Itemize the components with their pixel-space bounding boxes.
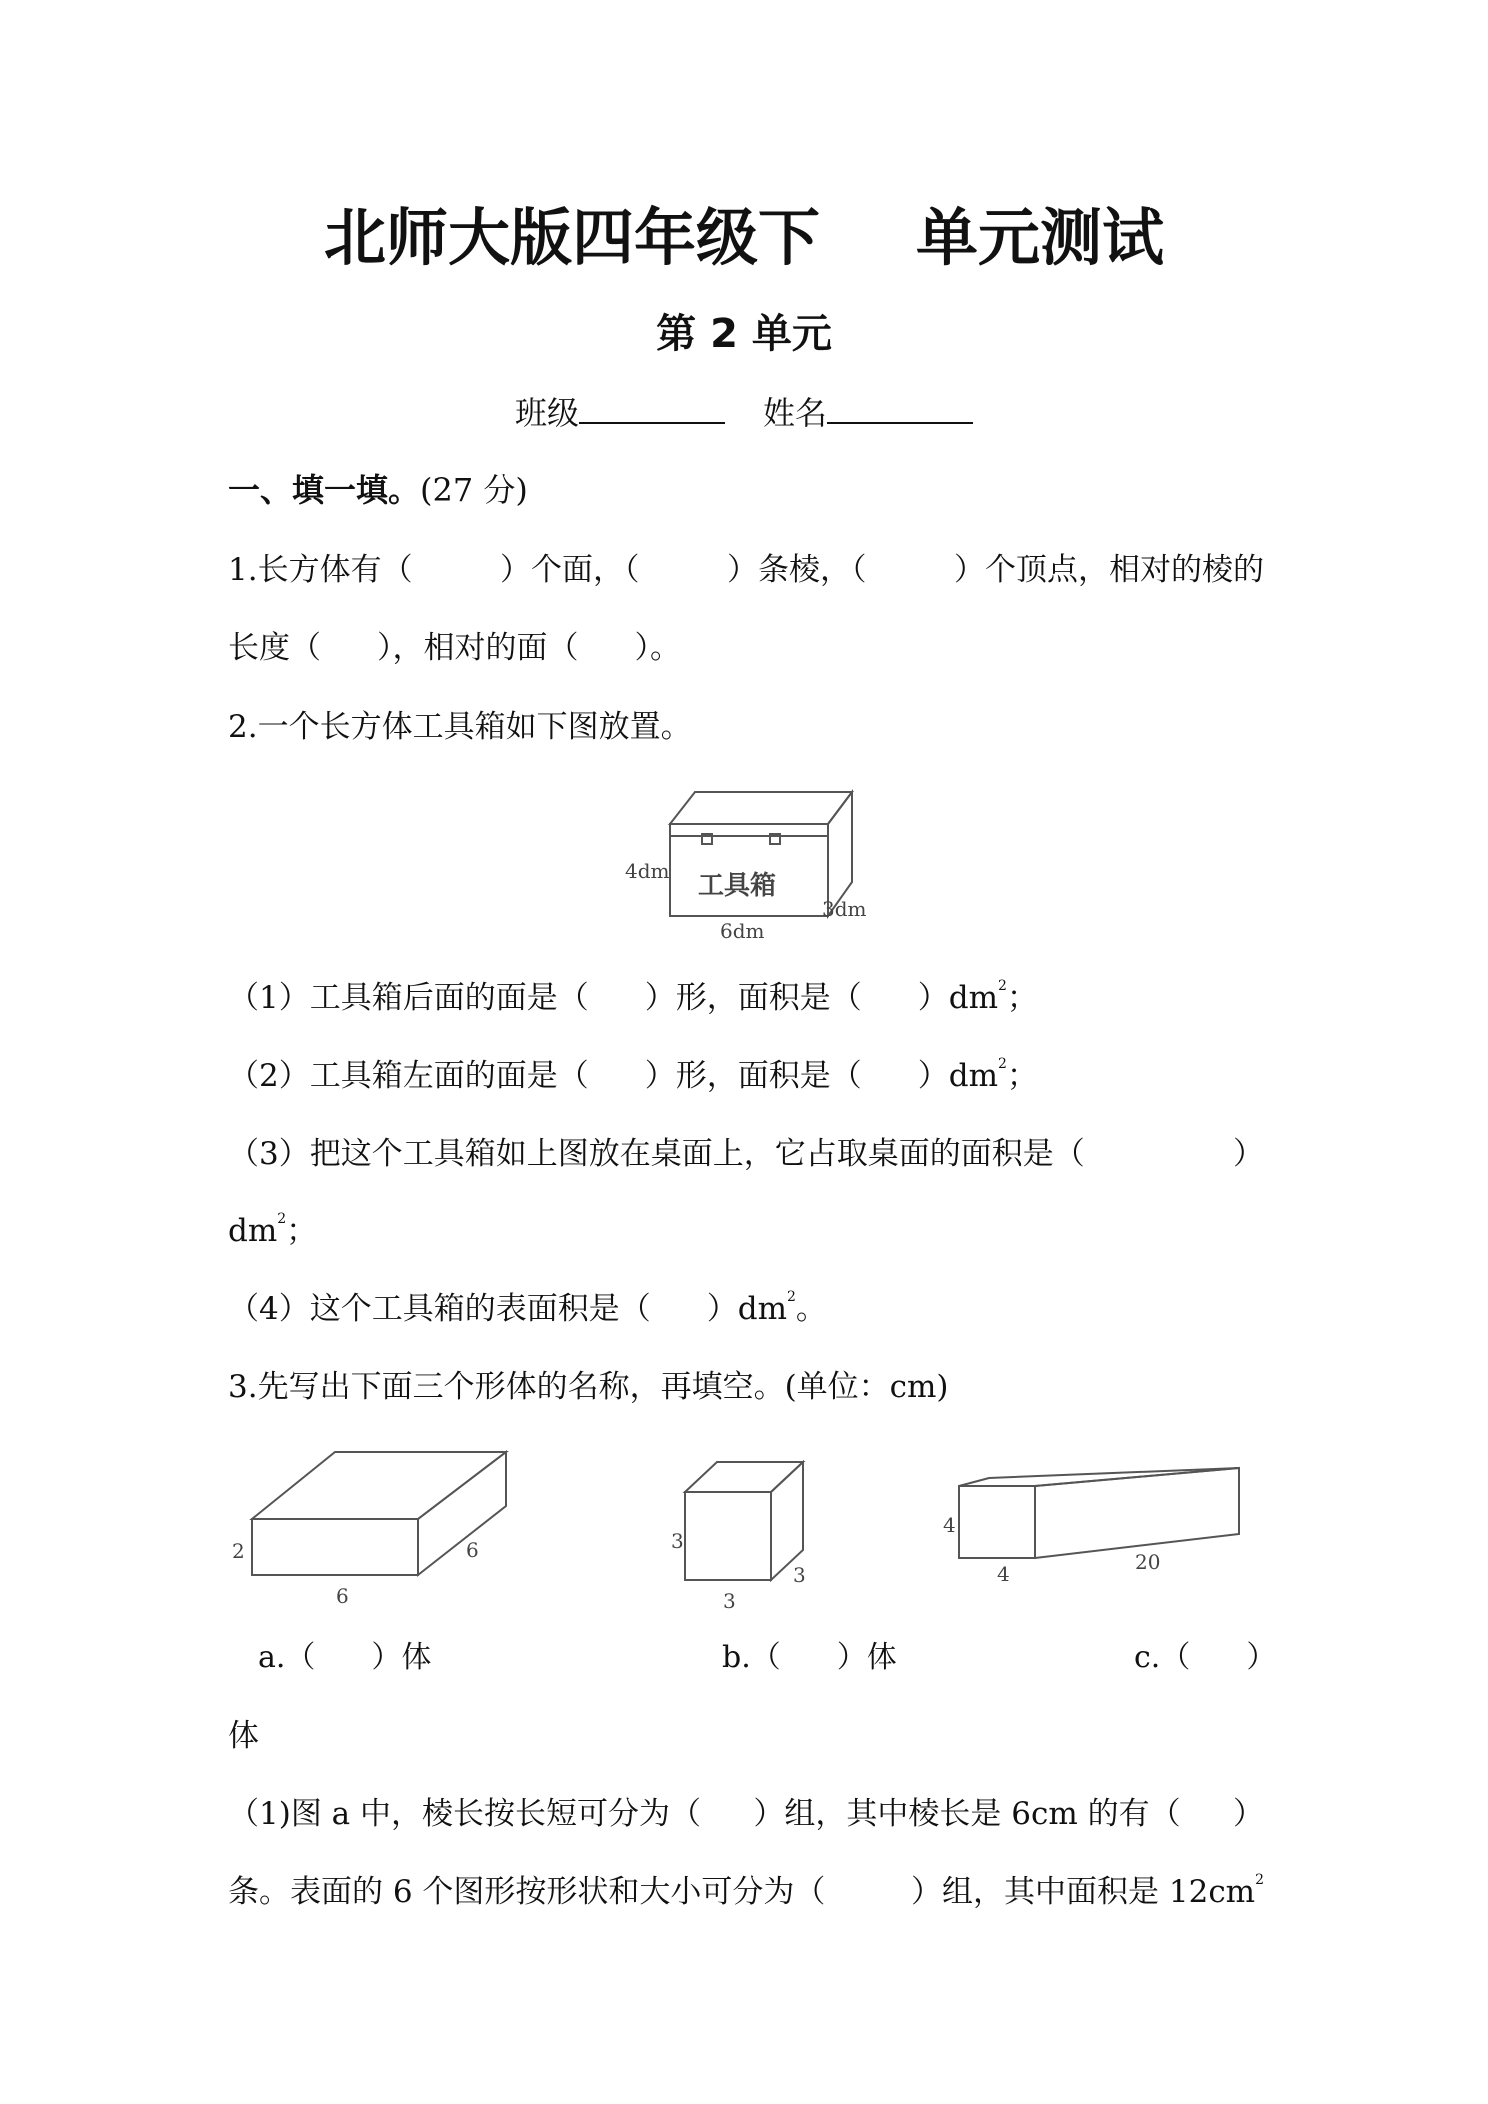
figure-b-label: [722, 1634, 897, 1682]
q2-seg: （1）工具箱后面的面是（: [228, 980, 589, 1016]
q2-seg: ）dm: [706, 1291, 787, 1327]
q2-sub1: [228, 974, 1038, 1022]
title-part1: 北师大版四年级下: [323, 201, 820, 274]
q2-sub3-line1: [228, 1130, 1264, 1178]
q1-seg: ）。: [634, 630, 681, 666]
q1-line2: [228, 624, 681, 672]
class-label: 班级: [514, 394, 579, 432]
figure-a-label: [258, 1634, 431, 1682]
q2-seg: （2）工具箱左面的面是（: [228, 1058, 589, 1094]
q2-seg: 。: [795, 1291, 827, 1327]
q2-seg: （3）把这个工具箱如上图放在桌面上，它占取桌面的面积是（: [228, 1136, 1085, 1172]
q3-seg: （1)图 a 中，棱长按长短可分为（: [228, 1796, 702, 1832]
q3-seg: ）: [1232, 1796, 1264, 1832]
q2-seg: dm: [228, 1213, 278, 1249]
q2-seg: ；: [286, 1213, 318, 1249]
title-part2: 单元测试: [916, 201, 1165, 274]
q1-seg: ）个面，（: [500, 552, 640, 588]
figure-a-label-text: a.（: [258, 1640, 316, 1675]
toolbox-figure: [620, 782, 900, 942]
figure-b-shape: [685, 1462, 803, 1580]
toolbox-length-label: 6dm: [720, 919, 765, 942]
figure-b-length: 3: [723, 1589, 736, 1613]
q2-seg: ；: [1006, 980, 1038, 1016]
section-title: 一、填一填。: [228, 471, 421, 509]
name-blank[interactable]: [827, 388, 973, 424]
toolbox-label: 工具箱: [698, 871, 777, 901]
q3-intro: 3.先写出下面三个形体的名称，再填空。(单位：cm): [228, 1369, 949, 1405]
page-title: [0, 198, 1488, 278]
figure-c-label-text: c.（: [1134, 1640, 1191, 1675]
q1-seg: ），相对的面（: [377, 630, 579, 666]
q2-sup: 2: [786, 1289, 796, 1305]
figure-b-height: 3: [671, 1529, 684, 1553]
figure-c-label-text: ）: [1246, 1640, 1277, 1675]
q1-seg: ）个顶点，相对的棱的: [953, 552, 1264, 588]
q2-seg: ）dm: [917, 1058, 998, 1094]
q2-seg: ）: [1233, 1136, 1264, 1172]
figure-b-cube: [665, 1450, 825, 1614]
section-heading: [228, 466, 528, 514]
q3-seg-text: ）组，其中面积是 12cm: [911, 1874, 1256, 1910]
figure-c-shape: [959, 1468, 1239, 1558]
figure-c-height: 4: [943, 1513, 956, 1537]
q1-seg: 长度（: [228, 630, 321, 666]
q3-seg: [911, 1868, 1264, 1916]
figure-a-height: 2: [232, 1539, 245, 1563]
class-blank[interactable]: [579, 388, 725, 424]
q2-sup: 2: [997, 978, 1007, 994]
section-points: (27 分): [420, 471, 528, 509]
figure-c-label-wrap: 体: [228, 1718, 259, 1754]
student-info-row: [0, 388, 1488, 438]
q2-seg: ）形，面积是（: [644, 980, 862, 1016]
q3-sub1-line1: [228, 1790, 1264, 1838]
figure-c-cuboid: [935, 1456, 1245, 1586]
toolbox-height-label: 4dm: [625, 859, 670, 883]
figure-a-length: 6: [336, 1584, 349, 1608]
q1-seg: 1.长方体有（: [228, 552, 413, 588]
q3-sub1-line2: [228, 1868, 1264, 1916]
figure-c-length: 4: [997, 1562, 1010, 1586]
q2-sup: 2: [277, 1211, 287, 1227]
q2-sub4: [228, 1285, 827, 1333]
figure-b-label-text: ）体: [836, 1640, 897, 1675]
q3-sup: 2: [1255, 1872, 1264, 1888]
q2-seg: ）dm: [917, 980, 998, 1016]
name-label: 姓名: [763, 394, 828, 432]
figure-b-width: 3: [793, 1563, 806, 1587]
figure-a-cuboid: [228, 1440, 518, 1610]
figure-c-width: 20: [1135, 1550, 1161, 1574]
figure-a-label-text: ）体: [371, 1640, 432, 1675]
q3-seg: 条。表面的 6 个图形按形状和大小可分为（: [228, 1874, 826, 1910]
q1-seg: ）条棱，（: [727, 552, 867, 588]
toolbox-width-label: 3dm: [822, 897, 867, 921]
q2-sup: 2: [997, 1056, 1007, 1072]
q2-seg: （4）这个工具箱的表面积是（: [228, 1291, 651, 1327]
figure-b-label-text: b.（: [722, 1640, 781, 1675]
figure-a-width: 6: [466, 1538, 479, 1562]
q2-sub3-line2: [228, 1207, 317, 1255]
q2-seg: ）形，面积是（: [644, 1058, 862, 1094]
unit-subtitle: 第 2 单元: [656, 311, 832, 357]
figure-c-label: [1134, 1634, 1276, 1682]
q2-sub2: [228, 1052, 1038, 1100]
q3-seg: ）组，其中棱长是 6cm 的有（: [753, 1796, 1181, 1832]
q2-seg: ；: [1006, 1058, 1038, 1094]
q1-line1: [228, 546, 1264, 594]
q2-intro: 2.一个长方体工具箱如下图放置。: [228, 709, 692, 745]
